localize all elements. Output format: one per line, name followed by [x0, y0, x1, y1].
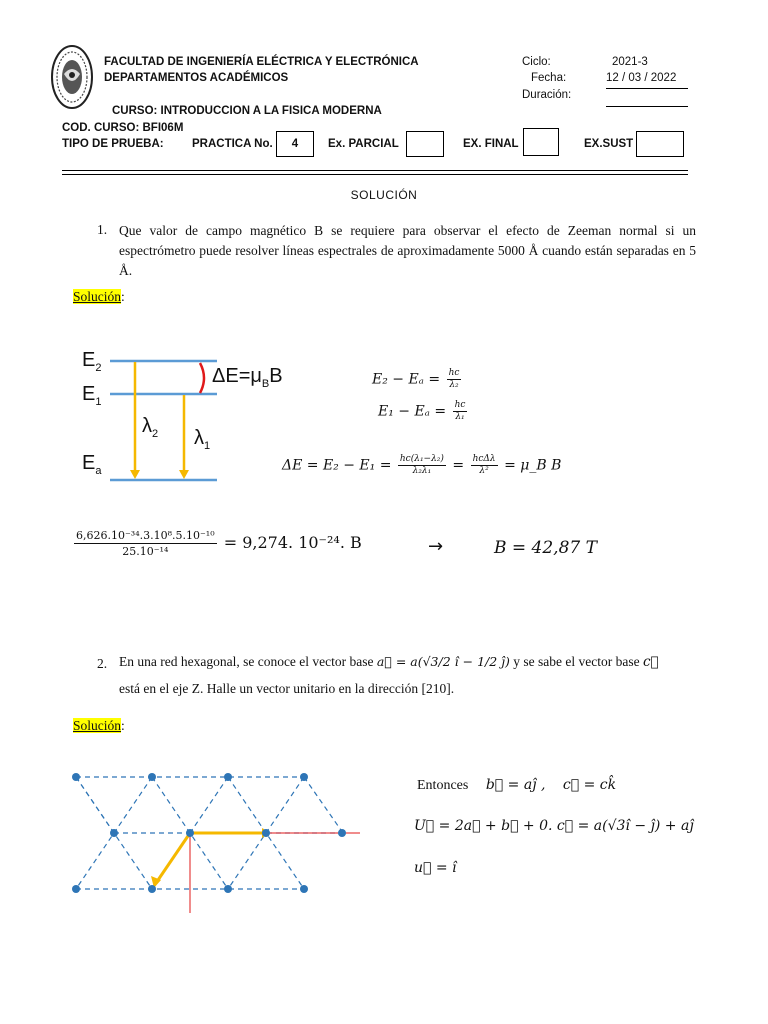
arrow-lambda2-head — [130, 470, 140, 479]
ciclo-label: Ciclo: — [522, 56, 551, 68]
result: B = 42,87 T — [494, 538, 597, 558]
header-rule-2 — [62, 174, 688, 175]
vector-c: c⃗ — [643, 654, 659, 670]
problem1-solution-label: Solución: — [73, 289, 125, 304]
solution-label: Solución — [73, 289, 122, 304]
label-ea: $E_a$ — [82, 452, 102, 477]
header-rule — [62, 170, 688, 171]
problem1-number: 1. — [97, 222, 108, 237]
test-type-label: TIPO DE PRUEBA: — [62, 138, 164, 150]
practica-box — [276, 131, 314, 157]
delta-e-bracket — [200, 363, 204, 393]
lattice-svg — [68, 768, 368, 918]
problem1-text: Que valor de campo magnético B se requiere para observar el efecto de Zeeman normal si un espectrómetro puede resolver líneas espectrales de aproximadamente 5000 Å cuando están separadas en 5 Å. — [119, 223, 696, 278]
duracion-underline — [606, 106, 688, 107]
duracion-label: Duración: — [522, 89, 572, 101]
label-delta-e: $\Delta E=\mu_BB$ — [212, 365, 283, 390]
course-code: COD. CURSO: BFI06M — [62, 122, 184, 134]
solution-label-2: Solución — [73, 718, 122, 733]
label-lambda1: $\lambda_1$ — [194, 427, 211, 452]
equation-U: U⃗ = 2a⃗ + b⃗ + 0. c⃗ = a(√3î − ĵ) + aĵ — [414, 818, 694, 834]
label-lambda2: $\lambda_2$ — [142, 415, 159, 440]
problem2-line2: está en el eje Z. Halle un vector unitario en la dirección [210]. — [119, 681, 455, 696]
equation-u: u⃗ = î — [414, 860, 457, 876]
fecha-underline — [606, 88, 688, 89]
parcial-label: Ex. PARCIAL — [328, 138, 399, 150]
arrow-lambda1-head — [179, 470, 189, 479]
practica-value: 4 — [291, 138, 299, 150]
final-label: EX. FINAL — [463, 138, 519, 150]
entonces-line: Entonces b⃗ = aĵ , c⃗ = ck̂ — [417, 777, 617, 793]
university-seal — [50, 44, 94, 110]
vector-a: a⃗ = a(√3/2 î − 1/2 ĵ) — [376, 654, 510, 669]
seal-icon — [50, 44, 94, 110]
sust-label: EX.SUST — [584, 138, 634, 150]
fecha-value: 12 / 03 / 2022 — [606, 72, 677, 84]
implies-arrow: → — [428, 536, 444, 557]
label-e1: $E_1$ — [82, 383, 102, 408]
hexagonal-lattice-diagram — [68, 768, 368, 918]
sust-box — [636, 131, 684, 157]
course-name: CURSO: INTRODUCCION A LA FISICA MODERNA — [112, 105, 382, 117]
vector-b — [156, 833, 190, 883]
calculation: $\frac{\text{6,626.10⁻³⁴.3.10⁸.5.10⁻¹⁰}}{\text{25.10⁻¹⁴}}$ = 9,274. 10⁻²⁴. B — [76, 529, 362, 558]
faculty-name: FACULTAD DE INGENIERÍA ELÉCTRICA Y ELECTRÓNICA — [104, 56, 419, 68]
problem2-line1: En una red hexagonal, se conoce el vector base a⃗ = a(√3/2 î − 1/2 ĵ) y se sabe el vector base c⃗ — [119, 654, 659, 670]
equation-e1-ea: E₁ − Eₐ = $\frac{hc}{\text{λ₁}}$ — [378, 400, 466, 422]
ciclo-value: 2021-3 — [612, 56, 648, 68]
fecha-label: Fecha: — [531, 72, 567, 84]
parcial-box — [406, 131, 444, 157]
problem2-number: 2. — [97, 656, 108, 671]
final-box — [523, 128, 559, 156]
equation-c: c⃗ = ck̂ — [562, 777, 617, 793]
equation-b: b⃗ = aĵ , — [485, 777, 546, 793]
label-e2: $E_2$ — [82, 349, 102, 374]
problem2-solution-label: Solución: — [73, 718, 125, 733]
equation-e2-ea: E₂ − Eₐ = $\frac{hc}{\text{λ₂}}$ — [372, 368, 460, 390]
equation-delta-e: ΔE = E₂ − E₁ = $\frac{\text{hc(λ₁−λ₂)}}{\text{λ₂λ₁}}$ = $\frac{\text{hcΔλ}}{\text{λ²}}$ = μ_B B — [282, 454, 562, 476]
page-title: SOLUCIÓN — [350, 188, 418, 202]
department-name: DEPARTAMENTOS ACADÉMICOS — [104, 72, 289, 84]
practica-label: PRACTICA No. — [192, 138, 273, 150]
